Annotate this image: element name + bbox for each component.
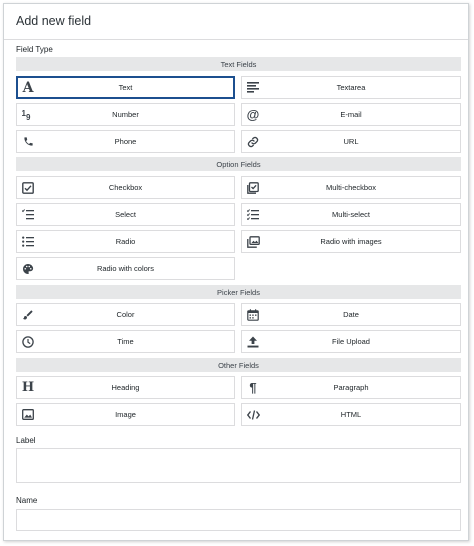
- section-option-fields-label: Option Fields: [216, 159, 261, 169]
- field-type-paragraph-button[interactable]: [241, 376, 461, 399]
- field-type-radioimages-button[interactable]: [241, 230, 461, 253]
- field-type-textarea-button[interactable]: [241, 76, 461, 99]
- field-type-select-button[interactable]: [16, 203, 235, 226]
- section-other-fields-label: Other Fields: [218, 360, 259, 370]
- section-picker-fields-label: Picker Fields: [217, 287, 260, 297]
- field-type-multiselect-button[interactable]: [241, 203, 461, 226]
- section-other-fields: [16, 358, 461, 372]
- field-type-textarea-label: Textarea: [336, 82, 366, 92]
- field-type-color-label: Color: [116, 309, 135, 319]
- name-input[interactable]: [16, 509, 461, 531]
- field-type-paragraph-label: Paragraph: [333, 382, 369, 392]
- field-type-heading-label: Heading: [111, 382, 140, 392]
- field-type-phone-button[interactable]: [16, 130, 235, 153]
- field-type-radio-label: Radio: [115, 236, 136, 246]
- field-type-number-button[interactable]: [16, 103, 235, 126]
- heading-icon: H: [21, 380, 35, 395]
- field-type-url-label: URL: [343, 136, 359, 146]
- dialog-header: [4, 4, 468, 40]
- field-type-number-label: Number: [112, 109, 139, 119]
- field-type-text-button[interactable]: [16, 76, 235, 99]
- field-type-time-label: Time: [117, 336, 134, 346]
- field-type-checkbox-button[interactable]: [16, 176, 235, 199]
- field-type-date-label: Date: [343, 309, 359, 319]
- field-type-label: Field Type: [16, 45, 53, 54]
- pilcrow-icon: ¶: [249, 380, 257, 395]
- field-type-multicheckbox-button[interactable]: [241, 176, 461, 199]
- label-input[interactable]: [16, 448, 461, 483]
- number-icon: 1 9: [21, 108, 31, 122]
- field-type-multiselect-label: Multi-select: [332, 209, 370, 219]
- text-a-icon: A: [22, 79, 34, 96]
- section-text-fields-label: Text Fields: [220, 59, 257, 69]
- field-type-radiocolors-button[interactable]: [16, 257, 235, 280]
- section-picker-fields: [16, 285, 461, 299]
- field-type-fileupload-label: File Upload: [332, 336, 370, 346]
- section-option-fields: [16, 157, 461, 171]
- field-type-email-label: E-mail: [340, 109, 362, 119]
- at-sign-icon: @: [246, 107, 260, 122]
- field-type-radio-button[interactable]: [16, 230, 235, 253]
- add-field-dialog: [3, 3, 469, 541]
- field-type-url-button[interactable]: [241, 130, 461, 153]
- field-type-email-button[interactable]: [241, 103, 461, 126]
- field-type-phone-label: Phone: [114, 136, 137, 146]
- field-type-image-label: Image: [115, 409, 136, 419]
- dialog-title: Add new field: [16, 14, 92, 28]
- field-type-select-label: Select: [115, 209, 136, 219]
- field-type-html-button[interactable]: [241, 403, 461, 426]
- field-type-multicheckbox-label: Multi-checkbox: [325, 182, 377, 192]
- field-type-fileupload-button[interactable]: [241, 330, 461, 353]
- field-type-heading-button[interactable]: [16, 376, 235, 399]
- field-type-image-button[interactable]: [16, 403, 235, 426]
- field-type-checkbox-label: Checkbox: [108, 182, 143, 192]
- field-type-text-label: Text: [118, 82, 133, 92]
- section-text-fields: [16, 57, 461, 71]
- label-field-label: Label: [16, 436, 36, 445]
- field-type-color-button[interactable]: [16, 303, 235, 326]
- field-type-time-button[interactable]: [16, 330, 235, 353]
- name-field-label: Name: [16, 496, 38, 505]
- field-type-radiocolors-label: Radio with colors: [96, 263, 155, 273]
- field-type-radioimages-label: Radio with images: [320, 236, 382, 246]
- field-type-html-label: HTML: [340, 409, 362, 419]
- field-type-date-button[interactable]: [241, 303, 461, 326]
